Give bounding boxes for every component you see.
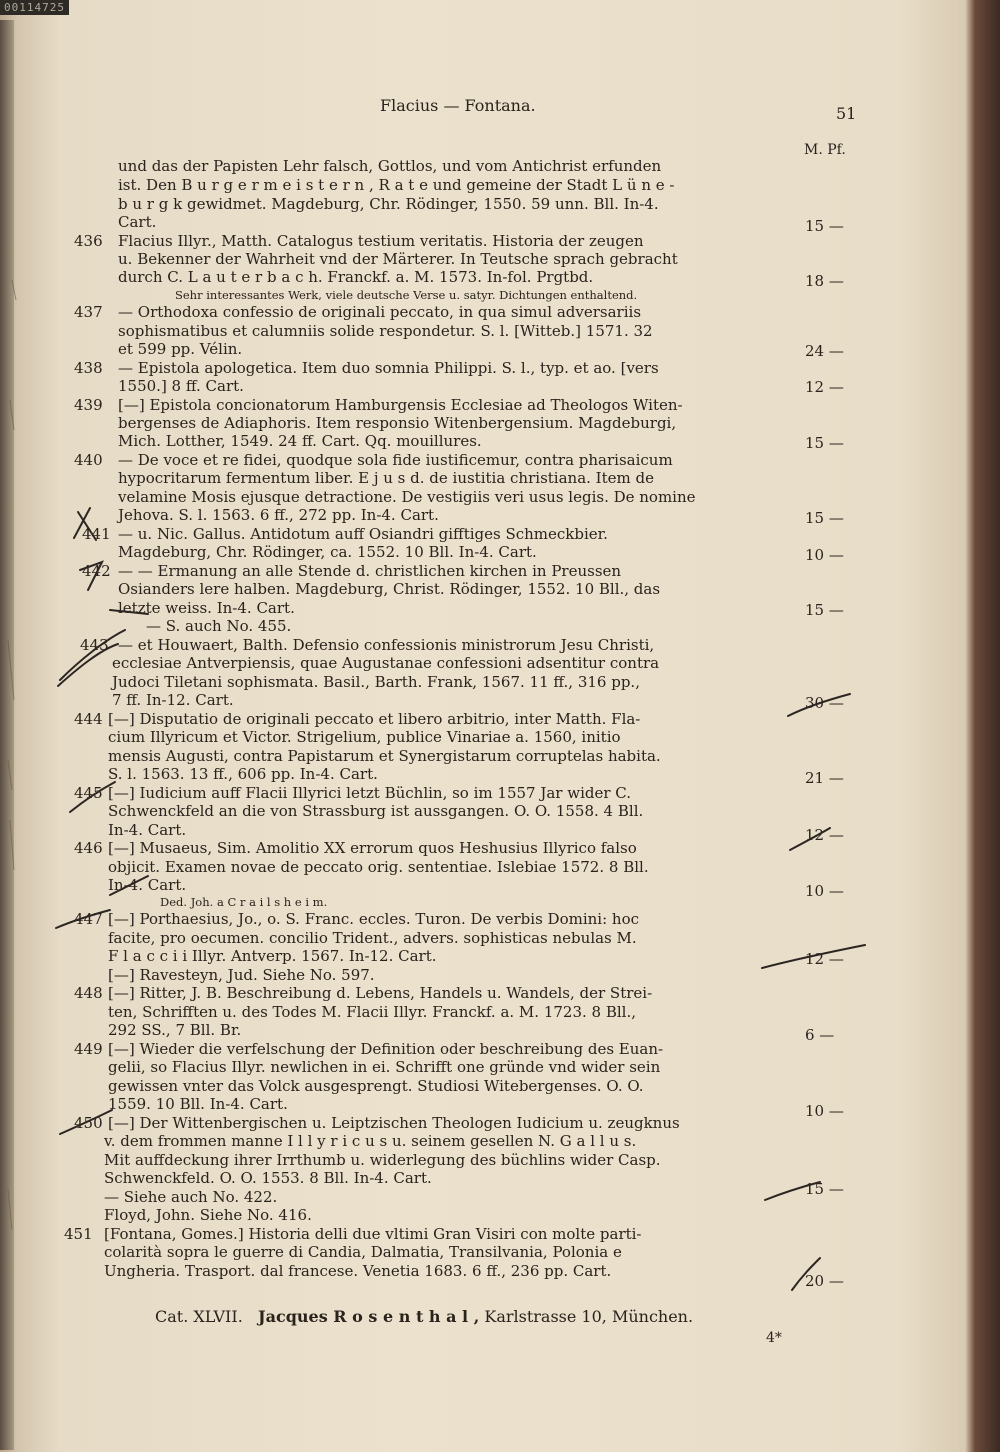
entry-number: 450 bbox=[74, 1114, 103, 1132]
entry-text-line: [—] Der Wittenbergischen u. Leiptzischen Theologen Iudicium u. zeugknus bbox=[108, 1114, 680, 1132]
entry-number: 439 bbox=[74, 396, 103, 414]
entry-price: 10 — bbox=[805, 546, 844, 564]
entry-text-line: mensis Augusti, contra Papistarum et Synergistarum corruptelas habita. bbox=[108, 747, 661, 765]
price-column-heading: M. Pf. bbox=[804, 142, 846, 158]
entry-price: 30 — bbox=[805, 694, 844, 712]
entry-text-line: [—] Musaeus, Sim. Amolitio XX errorum quos Heshusius Illyrico falso bbox=[108, 839, 637, 857]
entry-price: 12 — bbox=[805, 950, 844, 968]
entry-number: 446 bbox=[74, 839, 103, 857]
entry-text-line: [—] Disputatio de originali peccato et libero arbitrio, inter Matth. Fla- bbox=[108, 710, 641, 728]
entry-text-line: Schwenckfeld. O. O. 1553. 8 Bll. In-4. Cart. bbox=[104, 1169, 432, 1187]
entry-text-line: — Epistola apologetica. Item duo somnia Philippi. S. l., typ. et ao. [vers bbox=[118, 359, 659, 377]
entry-text-line: bergenses de Adiaphoris. Item responsio Witenbergensium. Magdeburgi, bbox=[118, 414, 677, 432]
entry-number: 441 bbox=[82, 525, 111, 543]
entry-text-line: Flacius Illyr., Matth. Catalogus testium veritatis. Historia der zeugen bbox=[118, 232, 644, 250]
entry-number: 436 bbox=[74, 232, 103, 250]
entry-price: 12 — bbox=[805, 826, 844, 844]
entry-text-line: — De voce et re fidei, quodque sola fide iustificemur, contra pharisaicum bbox=[118, 451, 673, 469]
entry-text-line: facite, pro oecumen. concilio Trident., advers. sophisticas nebulas M. bbox=[108, 929, 637, 947]
entry-text-line: letzte weiss. In-4. Cart. bbox=[118, 599, 295, 617]
entry-text-line: gewissen vnter das Volck ausgesprengt. Studiosi Witebergenses. O. O. bbox=[108, 1077, 644, 1095]
entry-price: 15 — bbox=[805, 217, 844, 235]
entry-number: 451 bbox=[64, 1225, 93, 1243]
entry-text-line: [Fontana, Gomes.] Historia delli due vltimi Gran Visiri con molte parti- bbox=[104, 1225, 642, 1243]
entry-text-line: [—] Epistola concionatorum Hamburgensis Ecclesiae ad Theologos Witen- bbox=[118, 396, 683, 414]
entry-text-line: u. Bekenner der Wahrheit vnd der Märterer. In Teutsche sprach gebracht bbox=[118, 250, 678, 268]
entry-text-line: v. dem frommen manne I l l y r i c u s u. seinem gesellen N. G a l l u s. bbox=[104, 1132, 637, 1150]
entry-price: 12 — bbox=[805, 378, 844, 396]
entry-price: 15 — bbox=[805, 434, 844, 452]
entry-number: 437 bbox=[74, 303, 103, 321]
entry-text-line: F l a c c i i Illyr. Antverp. 1567. In-12. Cart. bbox=[108, 947, 437, 965]
entry-text-line: ten, Schrifften u. des Todes M. Flacii Illyr. Franckf. a. M. 1723. 8 Bll., bbox=[108, 1003, 636, 1021]
entry-text-line: 292 SS., 7 Bll. Br. bbox=[108, 1021, 242, 1039]
entry-text-line: — u. Nic. Gallus. Antidotum auff Osiandri gifftiges Schmeckbier. bbox=[118, 525, 608, 543]
entry-text-line: Schwenckfeld an die von Strassburg ist aussgangen. O. O. 1558. 4 Bll. bbox=[108, 802, 644, 820]
entry-text-line: — Siehe auch No. 422. bbox=[104, 1188, 278, 1206]
entry-text-line: — S. auch No. 455. bbox=[146, 617, 292, 635]
signature-mark: 4* bbox=[766, 1330, 782, 1346]
entry-price: 21 — bbox=[805, 769, 844, 787]
entry-number: 442 bbox=[82, 562, 111, 580]
entry-text-line: [—] Iudicium auff Flacii Illyrici letzt Büchlin, so im 1557 Jar wider C. bbox=[108, 784, 632, 802]
entry-text-line: b u r g k gewidmet. Magdeburg, Chr. Rödinger, 1550. 59 unn. Bll. In-4. bbox=[118, 195, 659, 213]
entry-text-line: ecclesiae Antverpiensis, quae Augustanae confessioni adsentitur contra bbox=[112, 654, 660, 672]
entry-price: 18 — bbox=[805, 272, 844, 290]
entry-number: 448 bbox=[74, 984, 103, 1002]
entry-text-line: Ded. Joh. a C r a i l s h e i m. bbox=[160, 895, 328, 909]
entry-text-line: Magdeburg, Chr. Rödinger, ca. 1552. 10 Bll. In-4. Cart. bbox=[118, 543, 537, 561]
entry-text-line: 1550.] 8 ff. Cart. bbox=[118, 377, 244, 395]
entry-price: 24 — bbox=[805, 342, 844, 360]
page-number: 51 bbox=[836, 104, 857, 123]
entry-text-line: [—] Porthaesius, Jo., o. S. Franc. eccles. Turon. De verbis Domini: hoc bbox=[108, 910, 639, 928]
entry-number: 444 bbox=[74, 710, 103, 728]
entry-price: 10 — bbox=[805, 1102, 844, 1120]
entry-price: 10 — bbox=[805, 882, 844, 900]
entry-number: 443 bbox=[80, 636, 109, 654]
entry-text-line: Judoci Tiletani sophismata. Basil., Barth. Frank, 1567. 11 ff., 316 pp., bbox=[112, 673, 640, 691]
entry-number: 449 bbox=[74, 1040, 103, 1058]
entry-price: 6 — bbox=[805, 1026, 835, 1044]
footer-address: Karlstrasse 10, München. bbox=[484, 1307, 694, 1326]
entry-text-line: S. l. 1563. 13 ff., 606 pp. In-4. Cart. bbox=[108, 765, 378, 783]
entry-text-line: gelii, so Flacius Illyr. newlichen in ei. Schrifft one gründe vnd wider sein bbox=[108, 1058, 661, 1076]
entry-text-line: velamine Mosis ejusque detractione. De vestigiis veri usus legis. De nomine bbox=[118, 488, 696, 506]
entry-price: 15 — bbox=[805, 509, 844, 527]
entry-text-line: Osianders lere halben. Magdeburg, Christ. Rödinger, 1552. 10 Bll., das bbox=[118, 580, 661, 598]
entry-text-line: Cart. bbox=[118, 213, 157, 231]
entry-text-line: Floyd, John. Siehe No. 416. bbox=[104, 1206, 312, 1224]
entry-text-line: ist. Den B u r g e r m e i s t e r n , R a t e und gemeine der Stadt L ü n e - bbox=[118, 176, 675, 194]
entry-number: 438 bbox=[74, 359, 103, 377]
entry-text-line: — Orthodoxa confessio de originali peccato, in qua simul adversariis bbox=[118, 303, 642, 321]
entry-text-line: 1559. 10 Bll. In-4. Cart. bbox=[108, 1095, 288, 1113]
running-header-title: Flacius — Fontana. bbox=[380, 96, 536, 115]
entry-text-line: In-4. Cart. bbox=[108, 876, 187, 894]
entry-text-line: — et Houwaert, Balth. Defensio confessionis ministrorum Jesu Christi, bbox=[118, 636, 655, 654]
archive-tag: 00114725 bbox=[0, 0, 69, 15]
entry-text-line: hypocritarum fermentum liber. E j u s d. de iustitia christiana. Item de bbox=[118, 469, 654, 487]
footer-dealer: Jacques R o s e n t h a l , bbox=[258, 1307, 480, 1326]
entry-text-line: sophismatibus et calumniis solide respondetur. S. l. [Witteb.] 1571. 32 bbox=[118, 322, 653, 340]
entry-text-line: [—] Ritter, J. B. Beschreibung d. Lebens, Handels u. Wandels, der Strei- bbox=[108, 984, 653, 1002]
entry-number: 440 bbox=[74, 451, 103, 469]
entry-price: 20 — bbox=[805, 1272, 844, 1290]
entry-text-line: cium Illyricum et Victor. Strigelium, publice Vinariae a. 1560, initio bbox=[108, 728, 621, 746]
entry-text-line: Ungheria. Trasport. dal francese. Venetia 1683. 6 ff., 236 pp. Cart. bbox=[104, 1262, 612, 1280]
entry-text-line: und das der Papisten Lehr falsch, Gottlos, und vom Antichrist erfunden bbox=[118, 157, 662, 175]
page-footer bbox=[155, 1307, 693, 1326]
entry-text-line: et 599 pp. Vélin. bbox=[118, 340, 243, 358]
entry-text-line: — — Ermanung an alle Stende d. christlichen kirchen in Preussen bbox=[118, 562, 622, 580]
entry-text-line: 7 ff. In-12. Cart. bbox=[112, 691, 234, 709]
entry-text-line: Jehova. S. l. 1563. 6 ff., 272 pp. In-4. Cart. bbox=[118, 506, 439, 524]
book-spine-edge bbox=[0, 20, 14, 1450]
entry-price: 15 — bbox=[805, 601, 844, 619]
entry-text-line: objicit. Examen novae de peccato orig. sententiae. Islebiae 1572. 8 Bll. bbox=[108, 858, 649, 876]
footer-catalog: Cat. XLVII. bbox=[155, 1307, 243, 1326]
entry-number: 447 bbox=[74, 910, 103, 928]
entry-text-line: [—] Ravesteyn, Jud. Siehe No. 597. bbox=[108, 966, 375, 984]
entry-text-line: [—] Wieder die verfelschung der Definition oder beschreibung des Euan- bbox=[108, 1040, 664, 1058]
entry-text-line: Sehr interessantes Werk, viele deutsche Verse u. satyr. Dichtungen enthaltend. bbox=[175, 288, 638, 302]
entry-text-line: Mit auffdeckung ihrer Irrthumb u. widerlegung des büchlins wider Casp. bbox=[104, 1151, 661, 1169]
entry-text-line: In-4. Cart. bbox=[108, 821, 187, 839]
entry-number: 445 bbox=[74, 784, 103, 802]
entry-text-line: durch C. L a u t e r b a c h. Franckf. a. M. 1573. In-fol. Prgtbd. bbox=[118, 268, 594, 286]
entry-text-line: colarità sopra le guerre di Candia, Dalmatia, Transilvania, Polonia e bbox=[104, 1243, 622, 1261]
entry-text-line: Mich. Lotther, 1549. 24 ff. Cart. Qq. mouillures. bbox=[118, 432, 482, 450]
entry-price: 15 — bbox=[805, 1180, 844, 1198]
